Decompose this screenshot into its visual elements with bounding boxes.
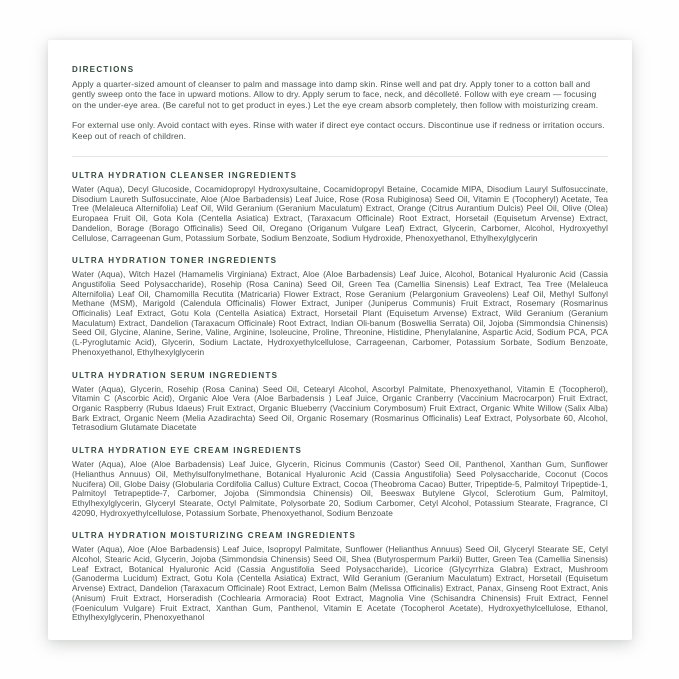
- moisturizing-cream-ingredients-heading: ULTRA HYDRATION MOISTURIZING CREAM INGREDIENTS: [72, 531, 357, 541]
- directions-paragraph-warning: For external use only. Avoid contact with eyes. Rinse with water if direct eye contact occurs. Discontinue use if redness or irritation occurs. Keep out of reach of children.: [72, 120, 605, 141]
- cleanser-ingredients-text: Water (Aqua), Decyl Glucoside, Cocamidopropyl Hydroxysultaine, Cocamidopropyl Betaine, Cocamide MIPA, Disodium Lauryl Sulfosuccinate, Disodium Laureth Sulfosuccinate, Aloe (Aloe Barbadensis) Leaf Juice, Rose (Rosa Rubiginosa) Seed Oil, Vitamin E (Tocopheryl) Acetate, Tea Tree (Melaleuca Alternifolia) Leaf Oil, Wild Geranium (Geranium Maculatum) Extract, Orange (Citrus Aurantium Dulcis) Peel Oil, Olive (Olea) Europaea Fruit Oil, Gota Kola (Centella Asiatica) Extract, (Taraxacum Officinale) Root Extract, Horsetail (Equisetum Arvense) Extract, Dandelion, Borage (Borago Officinalis) Seed Oil, Oregano (Origanum Vulgare Leaf) Extract, Glycerin, Carbomer, Alcohol, Hydroxyethyl Cellulose, Carrageenan Gum, Potassium Sorbate, Sodium Benzoate, Sodium Hydroxide, Phenoxyethanol, Ethylhexylglycerin: [72, 184, 608, 243]
- serum-ingredients-heading: ULTRA HYDRATION SERUM INGREDIENTS: [72, 370, 279, 380]
- moisturizing-cream-ingredients-text: Water (Aqua), Aloe (Aloe Barbadensis) Leaf Juice, Isopropyl Palmitate, Sunflower (Helianthus Annuus) Seed Oil, Glyceryl Stearate SE, Cetyl Alcohol, Stearic Acid, Glycerin, Jojoba (Simmondsia Chinensis) Seed Oil, Shea (Butyrospermum Parkii) Butter, Green Tea (Camellia Sinensis) Leaf Extract, Botanical Hyaluronic Acid (Cassia Angustifolia Seed Polysaccharide), Licorice (Glycyrrhiza Glabra) Extract, Mushroom (Ganoderma Lucidum) Extract, Gotu Kola (Centella Asiatica) Extract, Wild Geranium (Geranium Maculatum) Extract, Horsetail (Equisetum Arvense) Extract, Dandelion (Taraxacum Officinale) Root Extract, Lemon Balm (Melissa Officinalis) Extract, Panax, Ginseng Root Extract, Anis (Anisum) Fruit Extract, Horseradish (Cochlearia Armoracia) Root Extract, Magnolia Vine (Schisandra Chinensis) Fruit Extract, Fennel (Foeniculum Vulgare) Fruit Extract, Xanthan Gum, Panthenol, Vitamin E Acetate (Tocopherol Acetate), Hydroxyethylcellulose, Ethanol, Ethylhexylglycerin, Phenoxyethanol: [72, 544, 608, 623]
- eye-cream-ingredients-text: Water (Aqua), Aloe (Aloe Barbadensis) Leaf Juice, Glycerin, Ricinus Communis (Castor) Seed Oil, Panthenol, Xanthan Gum, Sunflower (Helianthus Annuus) Oil, Methylsulfonylmethane, Botanical Hyaluronic Acid (Cassia Angustifolia) Seed Polysaccharide, Coconut (Cocos Nucifera) Oil, Globe Daisy (Globularia Cordifolia Callus) Culture Extract, Cocoa (Theobroma Cacao) Butter, Tripeptide-5, Palmitoyl Tripeptide-1, Palmitoyl Tetrapeptide-7, Carbomer, Jojoba (Simmondsia Chinensis) Oil, Beeswax Butylene Glycol, Sclerotium Gum, Palmitoyl, Ethylhexylglycerin, Glyceryl Stearate, Octyl Palmitate, Polysorbate 20, Sodium Carbomer, Cetyl Alcohol, Potassium Stearate, Fragrance, CI 42090, Hydroxyethylcellulose, Potassium Sorbate, Phenoxyethanol, Sodium Benzoate: [72, 459, 608, 518]
- toner-ingredients-heading: ULTRA HYDRATION TONER INGREDIENTS: [72, 256, 278, 266]
- product-info-card: [48, 40, 632, 640]
- serum-ingredients-section: [72, 371, 608, 434]
- eye-cream-ingredients-heading: ULTRA HYDRATION EYE CREAM INGREDIENTS: [72, 446, 303, 456]
- directions-heading: DIRECTIONS: [72, 65, 135, 74]
- section-divider: [72, 156, 608, 157]
- toner-ingredients-section: [72, 256, 608, 357]
- toner-ingredients-text: Water (Aqua), Witch Hazel (Hamamelis Virginiana) Extract, Aloe (Aloe Barbadensis) Leaf Juice, Alcohol, Botanical Hyaluronic Acid (Cassia Angustifolia Seed Polysaccharide), Rosehip (Rosa Canina) Seed Oil, Green Tea (Camellia Sinensis) Leaf Extract, Tea Tree (Melaleuca Alternifolia) Leaf Oil, Chamomilla Recutita (Matricaria) Flower Extract, Rose Geranium (Pelargonium Graveolens) Leaf Oil, Methyl Sulfonyl Methane (MSM), Marigold (Calendula Officinalis) Flower Extract, Juniper (Juniperus Communis) Fruit Extract, Rosemary (Rosmarinus Officinalis) Leaf Extract, Gotu Kola (Centella Asiatica) Extract, Horsetail Plant (Equisetum Arvense) Extract, Wild Geranium (Geranium Maculatum) Extract, Dandelion (Taraxacum Officinale) Root Extract, Indian Oli-banum (Boswellia Serrata) Oil, Jojoba (Simmondsia Chinensis) Seed Oil, Glycine, Alanine, Serine, Valine, Arginine, Isoleucine, Proline, Threonine, Histidine, Phenylalanine, Aspartic Acid, Sodium PCA, PCA (L-Pyroglutamic Acid), Glycerin, Sodium Lactate, Hydroxyethylcellulose, Carrageenan, Carbomer, Potassium Sorbate, Sodium Benzoate, Phenoxyethanol, Ethylhexylglycerin: [72, 269, 608, 357]
- directions-section: [72, 65, 608, 141]
- moisturizing-cream-ingredients-section: [72, 531, 608, 623]
- serum-ingredients-text: Water (Aqua), Glycerin, Rosehip (Rosa Canina) Seed Oil, Cetearyl Alcohol, Ascorbyl Palmitate, Phenoxyethanol, Vitamin E (Tocopherol), Vitamin C (Ascorbic Acid), Organic Aloe Vera (Aloe Barbadensis ) Leaf Juice, Organic Cranberry (Vaccinium Macrocarpon) Fruit Extract, Organic Raspberry (Rubus Idaeus) Fruit Extract, Organic Blueberry (Vaccinium Corymbosum) Fruit Extract, Organic White Willow (Salix Alba) Bark Extract, Organic Neem (Melia Azadirachta) Seed Oil, Organic Rosemary (Rosmarinus Officinalis) Leaf Extract, Polysorbate 60, Alcohol, Tetrasodium Glutamate Diacetate: [72, 383, 608, 433]
- directions-paragraph-usage: Apply a quarter-sized amount of cleanser to palm and massage into damp skin. Rinse well and pat dry. Apply toner to a cotton ball and gently sweep onto the face in upward motions. Allow to dry. Apply serum to face, neck, and décolleté. Follow with eye cream — focusing on the under-eye area. (Be careful not to get product in eyes.) Let the eye cream absorb completely, then follow with moisturizing cream.: [72, 79, 599, 110]
- cleanser-ingredients-heading: ULTRA HYDRATION CLEANSER INGREDIENTS: [72, 171, 298, 181]
- cleanser-ingredients-section: [72, 171, 608, 243]
- eye-cream-ingredients-section: [72, 446, 608, 518]
